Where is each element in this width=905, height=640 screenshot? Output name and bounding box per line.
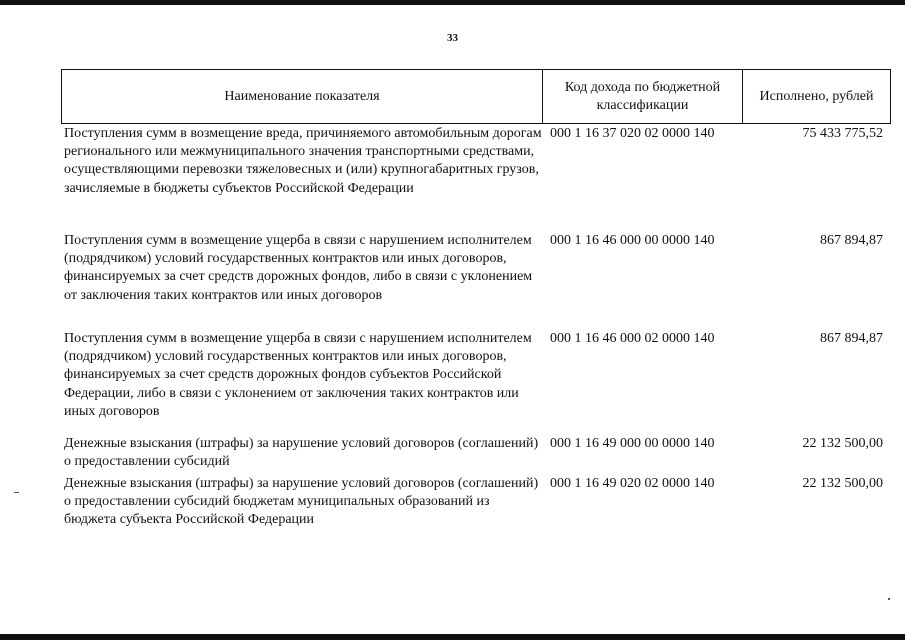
row-executed-amount: 22 132 500,00 xyxy=(802,436,883,451)
row-executed-amount: 867 894,87 xyxy=(820,233,883,248)
row-revenue-code: 000 1 16 46 000 02 0000 140 xyxy=(550,331,715,346)
row-executed-amount: 22 132 500,00 xyxy=(802,476,883,491)
header-revenue-code: Код дохода по бюджетной классификации xyxy=(543,70,743,123)
row-indicator-name: Поступления сумм в возмещение ущерба в связи с нарушением исполнителем (подрядчиком) условий государственных контрактов или иных договоров, финансируемых за счет средств дорожных фондов, либо в связи с уклонением от заключения таких контрактов или иных договоров xyxy=(64,233,533,303)
row-revenue-code: 000 1 16 49 020 02 0000 140 xyxy=(550,476,715,491)
scan-bottom-border xyxy=(0,634,905,640)
scan-artifact xyxy=(14,492,19,493)
row-revenue-code: 000 1 16 46 000 00 0000 140 xyxy=(550,233,715,248)
table-header xyxy=(61,69,891,124)
header-indicator-name: Наименование показателя xyxy=(62,70,543,123)
row-executed-amount: 75 433 775,52 xyxy=(802,126,883,141)
row-executed-amount: 867 894,87 xyxy=(820,331,883,346)
row-indicator-name: Денежные взыскания (штрафы) за нарушение условий договоров (соглашений) о предоставлении субсидий бюджетам муниципальных образований из бюджета субъекта Российской Федерации xyxy=(64,476,539,528)
row-indicator-name: Поступления сумм в возмещение вреда, причиняемого автомобильным дорогам регионального или межмуниципального значения транспортными средствами, осуществляющими перевозки тяжеловесных и (или) крупногабаритных грузов, зачисляемые в бюджеты субъектов Российской Федерации xyxy=(64,126,542,196)
row-revenue-code: 000 1 16 37 020 02 0000 140 xyxy=(550,126,715,141)
page-number: 33 xyxy=(447,32,458,44)
row-revenue-code: 000 1 16 49 000 00 0000 140 xyxy=(550,436,715,451)
scan-artifact xyxy=(888,598,890,600)
header-executed-amount: Исполнено, рублей xyxy=(759,88,874,104)
scan-top-border xyxy=(0,0,905,5)
row-indicator-name: Поступления сумм в возмещение ущерба в связи с нарушением исполнителем (подрядчиком) условий государственных контрактов или иных договоров, финансируемых за счет средств дорожных фондов субъектов Российской Федерации, либо в связи с уклонением от заключения таких контрактов или иных договоров xyxy=(64,331,532,419)
row-indicator-name: Денежные взыскания (штрафы) за нарушение условий договоров (соглашений) о предоставлении субсидий xyxy=(64,436,539,470)
